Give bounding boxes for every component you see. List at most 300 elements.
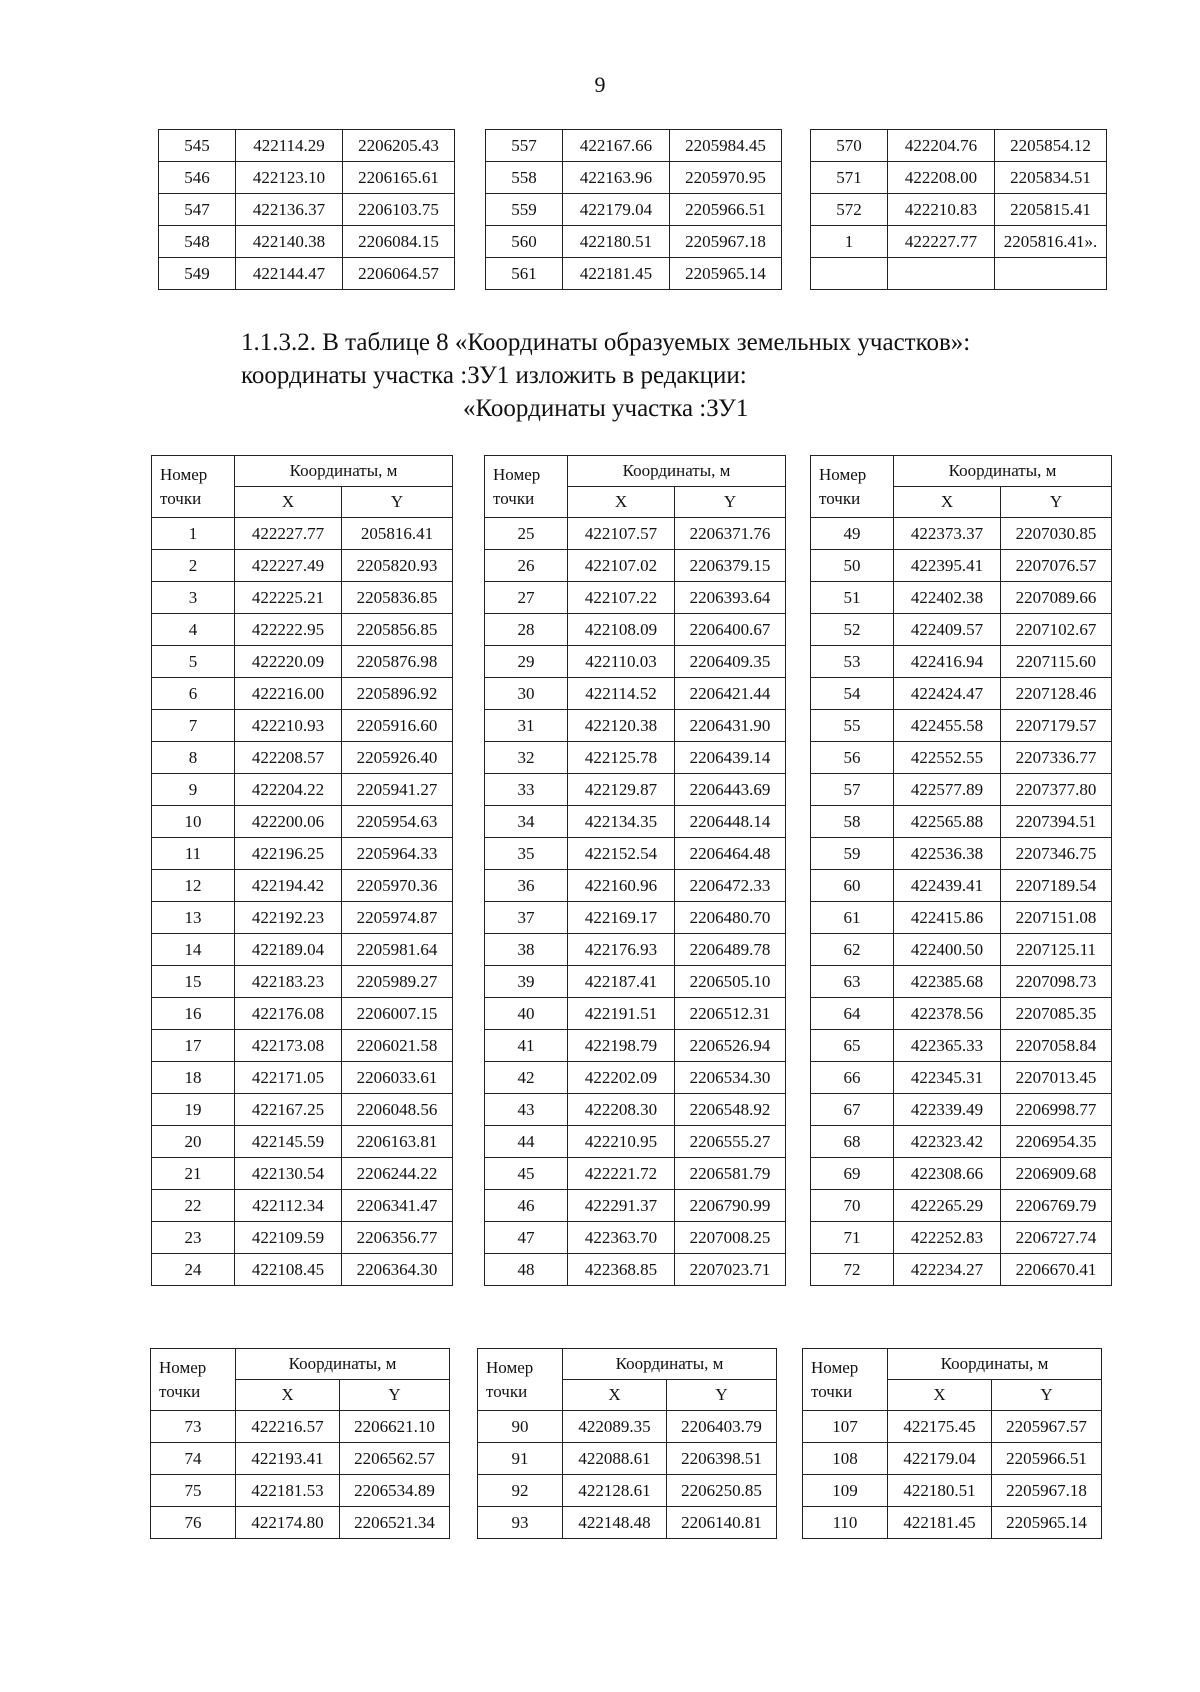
table-row <box>803 1475 1102 1507</box>
table-row <box>486 162 782 194</box>
point-number-cell: 53 <box>811 646 894 678</box>
y-coordinate-cell: 2207125.11 <box>1001 934 1112 966</box>
x-coordinate-cell: 422400.50 <box>894 934 1001 966</box>
point-number-cell: 549 <box>159 258 236 290</box>
x-coordinate-cell: 422163.96 <box>563 162 670 194</box>
coordinates-header: Координаты, м <box>235 456 453 487</box>
table-row <box>485 1158 786 1190</box>
y-coordinate-cell: 2206400.67 <box>675 614 786 646</box>
y-coordinate-cell: 2206103.75 <box>343 194 455 226</box>
bottom-table-3 <box>802 1348 1102 1539</box>
y-coordinate-cell: 2205970.36 <box>342 870 453 902</box>
point-number-cell: 5 <box>152 646 235 678</box>
y-coordinate-cell: 2206371.76 <box>675 518 786 550</box>
y-coordinate-cell: 2206505.10 <box>675 966 786 998</box>
coordinates-header: Координаты, м <box>888 1349 1102 1380</box>
x-coordinate-cell: 422577.89 <box>894 774 1001 806</box>
point-number-cell: 68 <box>811 1126 894 1158</box>
y-coordinate-cell: 2205896.92 <box>342 678 453 710</box>
x-coordinate-cell: 422210.95 <box>568 1126 675 1158</box>
x-coordinate-cell: 422196.25 <box>235 838 342 870</box>
point-number-cell: 46 <box>485 1190 568 1222</box>
y-header: Y <box>992 1380 1102 1411</box>
table-row <box>152 806 453 838</box>
point-number-header <box>152 456 235 518</box>
point-number-cell: 49 <box>811 518 894 550</box>
table-row <box>152 1062 453 1094</box>
x-coordinate-cell: 422227.49 <box>235 550 342 582</box>
x-coordinate-cell: 422180.51 <box>888 1475 992 1507</box>
table-row <box>485 614 786 646</box>
y-coordinate-cell: 205816.41 <box>342 518 453 550</box>
table-row <box>152 1030 453 1062</box>
y-coordinate-cell: 2207098.73 <box>1001 966 1112 998</box>
table-row <box>159 258 455 290</box>
x-coordinate-cell: 422552.55 <box>894 742 1001 774</box>
table-row <box>811 838 1112 870</box>
table-row <box>485 646 786 678</box>
x-coordinate-cell: 422183.23 <box>235 966 342 998</box>
x-header: X <box>563 1380 667 1411</box>
table-row <box>485 838 786 870</box>
table-row <box>478 1507 777 1539</box>
x-header: X <box>894 487 1001 518</box>
table-row <box>485 582 786 614</box>
x-coordinate-cell: 422208.57 <box>235 742 342 774</box>
x-coordinate-cell: 422187.41 <box>568 966 675 998</box>
point-number-cell: 559 <box>486 194 563 226</box>
y-coordinate-cell: 2206534.89 <box>340 1475 450 1507</box>
table-row <box>152 870 453 902</box>
point-number-cell: 27 <box>485 582 568 614</box>
y-coordinate-cell: 2206790.99 <box>675 1190 786 1222</box>
point-number-cell: 23 <box>152 1222 235 1254</box>
point-number-cell: 29 <box>485 646 568 678</box>
x-coordinate-cell: 422189.04 <box>235 934 342 966</box>
point-number-cell: 45 <box>485 1158 568 1190</box>
table-row <box>485 518 786 550</box>
table-row <box>152 1190 453 1222</box>
y-coordinate-cell: 2207346.75 <box>1001 838 1112 870</box>
point-number-header <box>803 1349 888 1411</box>
x-coordinate-cell: 422181.45 <box>888 1507 992 1539</box>
x-coordinate-cell: 422455.58 <box>894 710 1001 742</box>
point-number-cell: 28 <box>485 614 568 646</box>
point-number-cell: 570 <box>811 130 888 162</box>
y-coordinate-cell: 2206048.56 <box>342 1094 453 1126</box>
point-number-cell: 25 <box>485 518 568 550</box>
point-number-cell: 109 <box>803 1475 888 1507</box>
x-coordinate-cell: 422107.22 <box>568 582 675 614</box>
x-coordinate-cell: 422179.04 <box>888 1443 992 1475</box>
y-coordinate-cell: 2207023.71 <box>675 1254 786 1286</box>
table-row <box>811 806 1112 838</box>
y-coordinate-cell: 2205836.85 <box>342 582 453 614</box>
point-number-label-2: точки <box>493 488 535 508</box>
table-row <box>151 1443 450 1475</box>
table-row <box>152 966 453 998</box>
table-row <box>151 1475 450 1507</box>
y-coordinate-cell: 2206409.35 <box>675 646 786 678</box>
y-coordinate-cell: 2205876.98 <box>342 646 453 678</box>
point-number-cell: 6 <box>152 678 235 710</box>
y-coordinate-cell: 2207179.57 <box>1001 710 1112 742</box>
y-coordinate-cell: 2206007.15 <box>342 998 453 1030</box>
x-coordinate-cell: 422171.05 <box>235 1062 342 1094</box>
x-coordinate-cell: 422114.52 <box>568 678 675 710</box>
main-table-2 <box>484 455 786 1286</box>
x-coordinate-cell <box>888 258 995 290</box>
x-coordinate-cell: 422123.10 <box>236 162 343 194</box>
table-row <box>159 130 455 162</box>
y-coordinate-cell: 2206562.57 <box>340 1443 450 1475</box>
point-number-cell: 1 <box>811 226 888 258</box>
point-number-cell: 56 <box>811 742 894 774</box>
table-row <box>152 582 453 614</box>
y-coordinate-cell: 2205941.27 <box>342 774 453 806</box>
table-row <box>811 518 1112 550</box>
y-coordinate-cell: 2206398.51 <box>667 1443 777 1475</box>
y-coordinate-cell: 2207115.60 <box>1001 646 1112 678</box>
point-number-cell: 54 <box>811 678 894 710</box>
y-coordinate-cell: 2206581.79 <box>675 1158 786 1190</box>
x-coordinate-cell: 422129.87 <box>568 774 675 806</box>
y-coordinate-cell: 2205974.87 <box>342 902 453 934</box>
x-coordinate-cell: 422365.33 <box>894 1030 1001 1062</box>
point-number-cell: 36 <box>485 870 568 902</box>
table-row <box>478 1475 777 1507</box>
point-number-cell: 59 <box>811 838 894 870</box>
x-coordinate-cell: 422210.83 <box>888 194 995 226</box>
x-coordinate-cell: 422176.93 <box>568 934 675 966</box>
table-row <box>152 742 453 774</box>
point-number-label-2: точки <box>819 488 861 508</box>
y-coordinate-cell: 2205970.95 <box>670 162 782 194</box>
point-number-cell: 21 <box>152 1158 235 1190</box>
point-number-cell: 48 <box>485 1254 568 1286</box>
table-row <box>811 1030 1112 1062</box>
x-coordinate-cell: 422148.48 <box>563 1507 667 1539</box>
table-row <box>811 902 1112 934</box>
point-number-cell: 18 <box>152 1062 235 1094</box>
table-row <box>811 258 1107 290</box>
point-number-cell: 561 <box>486 258 563 290</box>
table-row <box>811 1158 1112 1190</box>
x-coordinate-cell: 422174.80 <box>236 1507 340 1539</box>
point-number-cell: 20 <box>152 1126 235 1158</box>
table-row <box>152 902 453 934</box>
y-coordinate-cell: 2206909.68 <box>1001 1158 1112 1190</box>
point-number-cell: 43 <box>485 1094 568 1126</box>
table-row <box>485 710 786 742</box>
y-coordinate-cell: 2205954.63 <box>342 806 453 838</box>
x-coordinate-cell: 422114.29 <box>236 130 343 162</box>
x-coordinate-cell: 422089.35 <box>563 1411 667 1443</box>
x-coordinate-cell: 422107.02 <box>568 550 675 582</box>
y-coordinate-cell: 2206512.31 <box>675 998 786 1030</box>
point-number-cell: 55 <box>811 710 894 742</box>
table-row <box>485 902 786 934</box>
x-coordinate-cell: 422368.85 <box>568 1254 675 1286</box>
y-coordinate-cell <box>995 258 1107 290</box>
point-number-cell: 7 <box>152 710 235 742</box>
point-number-cell: 10 <box>152 806 235 838</box>
y-coordinate-cell: 2206443.69 <box>675 774 786 806</box>
point-number-cell: 38 <box>485 934 568 966</box>
y-coordinate-cell: 2207076.57 <box>1001 550 1112 582</box>
point-number-cell: 61 <box>811 902 894 934</box>
table-row <box>811 1190 1112 1222</box>
paragraph-line-1: 1.1.3.2. В таблице 8 «Координаты образуемых земельных участков»: <box>241 329 971 356</box>
table-row <box>151 1507 450 1539</box>
x-header: X <box>888 1380 992 1411</box>
y-coordinate-cell: 2206421.44 <box>675 678 786 710</box>
y-coordinate-cell: 2205967.57 <box>992 1411 1102 1443</box>
table-row <box>485 934 786 966</box>
table-row <box>485 1222 786 1254</box>
x-coordinate-cell: 422220.09 <box>235 646 342 678</box>
x-coordinate-cell: 422191.51 <box>568 998 675 1030</box>
x-coordinate-cell: 422227.77 <box>888 226 995 258</box>
top-table-3 <box>810 129 1107 290</box>
point-number-cell: 72 <box>811 1254 894 1286</box>
point-number-cell: 15 <box>152 966 235 998</box>
table-row <box>151 1411 450 1443</box>
top-table-1 <box>158 129 455 290</box>
point-number-label: Номер <box>819 464 867 484</box>
table-row <box>803 1507 1102 1539</box>
point-number-cell: 34 <box>485 806 568 838</box>
table-row <box>811 710 1112 742</box>
point-number-cell: 107 <box>803 1411 888 1443</box>
y-coordinate-cell: 2206998.77 <box>1001 1094 1112 1126</box>
point-number-label-2: точки <box>159 1381 201 1401</box>
x-coordinate-cell: 422221.72 <box>568 1158 675 1190</box>
x-coordinate-cell: 422088.61 <box>563 1443 667 1475</box>
point-number-cell: 52 <box>811 614 894 646</box>
point-number-cell: 91 <box>478 1443 563 1475</box>
point-number-cell: 11 <box>152 838 235 870</box>
table-row <box>485 1094 786 1126</box>
main-table-3 <box>810 455 1112 1286</box>
y-coordinate-cell: 2205966.51 <box>670 194 782 226</box>
point-number-cell: 110 <box>803 1507 888 1539</box>
point-number-cell: 1 <box>152 518 235 550</box>
y-header: Y <box>342 487 453 518</box>
x-coordinate-cell: 422222.95 <box>235 614 342 646</box>
y-coordinate-cell: 2205966.51 <box>992 1443 1102 1475</box>
point-number-cell: 4 <box>152 614 235 646</box>
point-number-cell: 30 <box>485 678 568 710</box>
x-coordinate-cell: 422167.66 <box>563 130 670 162</box>
point-number-label-2: точки <box>160 488 202 508</box>
table-row <box>811 1254 1112 1286</box>
table-row <box>485 870 786 902</box>
y-coordinate-cell: 2205964.33 <box>342 838 453 870</box>
point-number-header <box>485 456 568 518</box>
x-coordinate-cell: 422216.57 <box>236 1411 340 1443</box>
y-coordinate-cell: 2205815.41 <box>995 194 1107 226</box>
y-header: Y <box>667 1380 777 1411</box>
x-coordinate-cell: 422173.08 <box>235 1030 342 1062</box>
x-coordinate-cell: 422167.25 <box>235 1094 342 1126</box>
table-row <box>811 1062 1112 1094</box>
point-number-cell: 32 <box>485 742 568 774</box>
x-coordinate-cell: 422175.45 <box>888 1411 992 1443</box>
table-row <box>811 162 1107 194</box>
point-number-cell: 40 <box>485 998 568 1030</box>
x-coordinate-cell: 422409.57 <box>894 614 1001 646</box>
point-number-cell: 546 <box>159 162 236 194</box>
x-coordinate-cell: 422323.42 <box>894 1126 1001 1158</box>
x-coordinate-cell: 422565.88 <box>894 806 1001 838</box>
y-coordinate-cell: 2205816.41». <box>995 226 1107 258</box>
point-number-cell: 548 <box>159 226 236 258</box>
y-coordinate-cell: 2207008.25 <box>675 1222 786 1254</box>
table-row <box>485 1190 786 1222</box>
point-number-cell: 62 <box>811 934 894 966</box>
x-coordinate-cell: 422395.41 <box>894 550 1001 582</box>
table-row <box>811 646 1112 678</box>
x-coordinate-cell: 422210.93 <box>235 710 342 742</box>
x-coordinate-cell: 422345.31 <box>894 1062 1001 1094</box>
page-number: 9 <box>594 72 606 97</box>
point-number-cell: 58 <box>811 806 894 838</box>
x-coordinate-cell: 422291.37 <box>568 1190 675 1222</box>
y-coordinate-cell: 2206670.41 <box>1001 1254 1112 1286</box>
table-row <box>811 1094 1112 1126</box>
x-coordinate-cell: 422120.38 <box>568 710 675 742</box>
table-row <box>152 678 453 710</box>
table-row <box>486 130 782 162</box>
table-row <box>811 774 1112 806</box>
point-number-cell: 2 <box>152 550 235 582</box>
y-coordinate-cell: 2206954.35 <box>1001 1126 1112 1158</box>
coordinates-header: Координаты, м <box>563 1349 777 1380</box>
table-row <box>152 934 453 966</box>
table-row <box>811 614 1112 646</box>
point-number-header <box>478 1349 563 1411</box>
point-number-cell: 71 <box>811 1222 894 1254</box>
point-number-cell: 74 <box>151 1443 236 1475</box>
y-coordinate-cell: 2206165.61 <box>343 162 455 194</box>
point-number-label-2: точки <box>811 1381 853 1401</box>
table-row <box>152 1094 453 1126</box>
point-number-cell: 35 <box>485 838 568 870</box>
table-row <box>485 1126 786 1158</box>
x-coordinate-cell: 422160.96 <box>568 870 675 902</box>
y-coordinate-cell: 2207394.51 <box>1001 806 1112 838</box>
table-row <box>811 1222 1112 1254</box>
y-coordinate-cell: 2206403.79 <box>667 1411 777 1443</box>
point-number-header <box>151 1349 236 1411</box>
table-row <box>152 518 453 550</box>
x-coordinate-cell: 422252.83 <box>894 1222 1001 1254</box>
table-row <box>485 1254 786 1286</box>
y-coordinate-cell: 2205989.27 <box>342 966 453 998</box>
point-number-cell: 558 <box>486 162 563 194</box>
x-coordinate-cell: 422176.08 <box>235 998 342 1030</box>
table-row <box>159 162 455 194</box>
table-row <box>152 614 453 646</box>
x-coordinate-cell: 422363.70 <box>568 1222 675 1254</box>
y-coordinate-cell: 2206084.15 <box>343 226 455 258</box>
y-coordinate-cell: 2206341.47 <box>342 1190 453 1222</box>
x-header: X <box>236 1380 340 1411</box>
y-coordinate-cell: 2207030.85 <box>1001 518 1112 550</box>
point-number-cell: 19 <box>152 1094 235 1126</box>
x-coordinate-cell: 422204.22 <box>235 774 342 806</box>
point-number-cell: 70 <box>811 1190 894 1222</box>
table-row <box>152 774 453 806</box>
x-coordinate-cell: 422234.27 <box>894 1254 1001 1286</box>
x-coordinate-cell: 422416.94 <box>894 646 1001 678</box>
y-coordinate-cell: 2205984.45 <box>670 130 782 162</box>
table-row <box>485 774 786 806</box>
y-coordinate-cell: 2206489.78 <box>675 934 786 966</box>
bottom-table-1 <box>150 1348 450 1539</box>
point-number-cell: 13 <box>152 902 235 934</box>
y-coordinate-cell: 2206431.90 <box>675 710 786 742</box>
y-header: Y <box>1001 487 1112 518</box>
table-row <box>811 870 1112 902</box>
x-coordinate-cell: 422193.41 <box>236 1443 340 1475</box>
table-row <box>152 550 453 582</box>
x-coordinate-cell: 422107.57 <box>568 518 675 550</box>
paragraph-line-2: координаты участка :ЗУ1 изложить в редакции: <box>241 362 747 389</box>
y-coordinate-cell: 2206555.27 <box>675 1126 786 1158</box>
point-number-cell: 33 <box>485 774 568 806</box>
point-number-label: Номер <box>160 464 208 484</box>
y-coordinate-cell: 2206244.22 <box>342 1158 453 1190</box>
table-row <box>811 550 1112 582</box>
point-number-cell: 63 <box>811 966 894 998</box>
point-number-cell: 65 <box>811 1030 894 1062</box>
point-number-cell: 51 <box>811 582 894 614</box>
x-coordinate-cell: 422208.30 <box>568 1094 675 1126</box>
y-coordinate-cell: 2207128.46 <box>1001 678 1112 710</box>
table-row <box>811 1126 1112 1158</box>
point-number-cell: 3 <box>152 582 235 614</box>
point-number-label: Номер <box>159 1357 207 1377</box>
x-coordinate-cell: 422140.38 <box>236 226 343 258</box>
x-coordinate-cell: 422179.04 <box>563 194 670 226</box>
y-coordinate-cell: 2207102.67 <box>1001 614 1112 646</box>
x-coordinate-cell: 422130.54 <box>235 1158 342 1190</box>
table-row <box>803 1443 1102 1475</box>
x-header: X <box>235 487 342 518</box>
table-row <box>811 678 1112 710</box>
y-header: Y <box>340 1380 450 1411</box>
y-coordinate-cell: 2206379.15 <box>675 550 786 582</box>
point-number-label: Номер <box>486 1357 534 1377</box>
point-number-label: Номер <box>493 464 541 484</box>
table-row <box>811 226 1107 258</box>
point-number-cell: 44 <box>485 1126 568 1158</box>
x-coordinate-cell: 422208.00 <box>888 162 995 194</box>
x-coordinate-cell: 422536.38 <box>894 838 1001 870</box>
table-row <box>485 806 786 838</box>
y-coordinate-cell: 2205981.64 <box>342 934 453 966</box>
y-coordinate-cell: 2206448.14 <box>675 806 786 838</box>
point-number-cell: 66 <box>811 1062 894 1094</box>
coordinates-header: Координаты, м <box>894 456 1112 487</box>
y-coordinate-cell: 2206464.48 <box>675 838 786 870</box>
x-coordinate-cell: 422180.51 <box>563 226 670 258</box>
point-number-label: Номер <box>811 1357 859 1377</box>
x-coordinate-cell: 422112.34 <box>235 1190 342 1222</box>
table-row <box>485 550 786 582</box>
